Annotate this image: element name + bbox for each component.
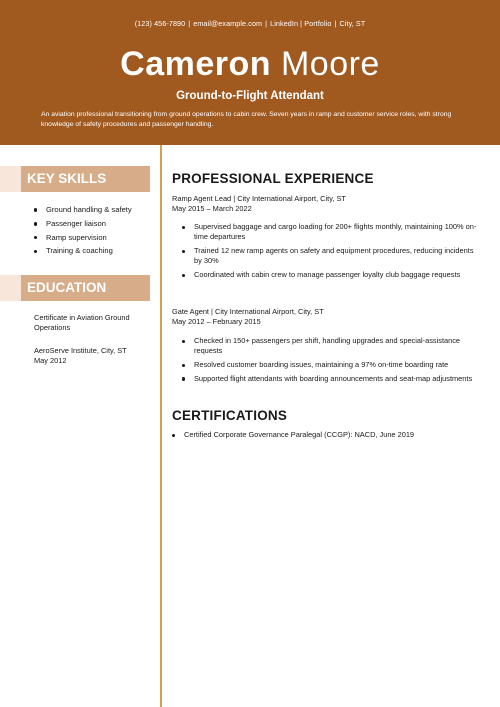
education-date: May 2012 — [34, 356, 67, 365]
candidate-name — [0, 44, 500, 84]
contact-line — [0, 19, 500, 28]
certifications-heading: CERTIFICATIONS — [172, 408, 288, 423]
contact-phone: (123) 456-7890 — [134, 19, 186, 28]
job-title: Gate Agent | City International Airport, City, ST — [172, 307, 324, 316]
contact-separator: | — [265, 19, 268, 28]
contact-email[interactable]: email@example.com — [193, 19, 263, 28]
certifications-list — [172, 430, 482, 440]
job-dates: May 2012 – February 2015 — [172, 317, 261, 326]
job-dates: May 2015 – March 2022 — [172, 204, 252, 213]
job-bullet: Trained 12 new ramp agents on safety and equipment procedures, reducing incidents by 30% — [182, 246, 482, 266]
contact-links[interactable]: LinkedIn | Portfolio — [270, 19, 332, 28]
job-bullet: Supervised baggage and cargo loading for 200+ flights monthly, maintaining 100% on-time departures — [182, 222, 482, 242]
skill-item: Passenger liaison — [34, 217, 132, 231]
contact-separator: | — [334, 19, 337, 28]
job-bullet: Resolved customer boarding issues, maintaining a 97% on-time boarding rate — [182, 360, 482, 370]
job-bullet: Supported flight attendants with boarding announcements and seat-map adjustments — [182, 374, 482, 384]
contact-location: City, ST — [339, 19, 366, 28]
skill-item: Training & coaching — [34, 244, 132, 258]
last-name: Moore — [280, 45, 380, 83]
skill-item: Ramp supervision — [34, 231, 132, 245]
contact-separator: | — [188, 19, 191, 28]
education-school: AeroServe Institute, City, ST — [34, 346, 127, 355]
column-divider — [160, 145, 162, 707]
job-bullets — [182, 336, 482, 384]
job-bullet: Coordinated with cabin crew to manage passenger loyalty club baggage requests — [182, 270, 482, 280]
job-target-title: Ground-to-Flight Attendant — [176, 90, 324, 102]
first-name: Cameron — [120, 45, 272, 83]
resume-header — [0, 0, 500, 145]
experience-heading: PROFESSIONAL EXPERIENCE — [172, 171, 374, 186]
key-skills-heading: KEY SKILLS — [21, 166, 150, 192]
skill-item: Ground handling & safety — [34, 203, 132, 217]
education-heading: EDUCATION — [21, 275, 150, 301]
education-degree: Certificate in Aviation Ground Operations — [34, 313, 130, 333]
job-bullets — [182, 222, 482, 280]
certification-item: Certified Corporate Governance Paralegal (CCGP): NACD, June 2019 — [172, 430, 482, 440]
professional-summary: An aviation professional transitioning from ground operations to cabin crew. Seven years in ramp and customer service roles, with strong knowledge of safety procedures and passenger handling. — [41, 111, 452, 128]
skills-list — [34, 203, 132, 258]
job-bullet: Checked in 150+ passengers per shift, handling upgrades and special-assistance requests — [182, 336, 482, 356]
job-title: Ramp Agent Lead | City International Airport, City, ST — [172, 194, 346, 203]
